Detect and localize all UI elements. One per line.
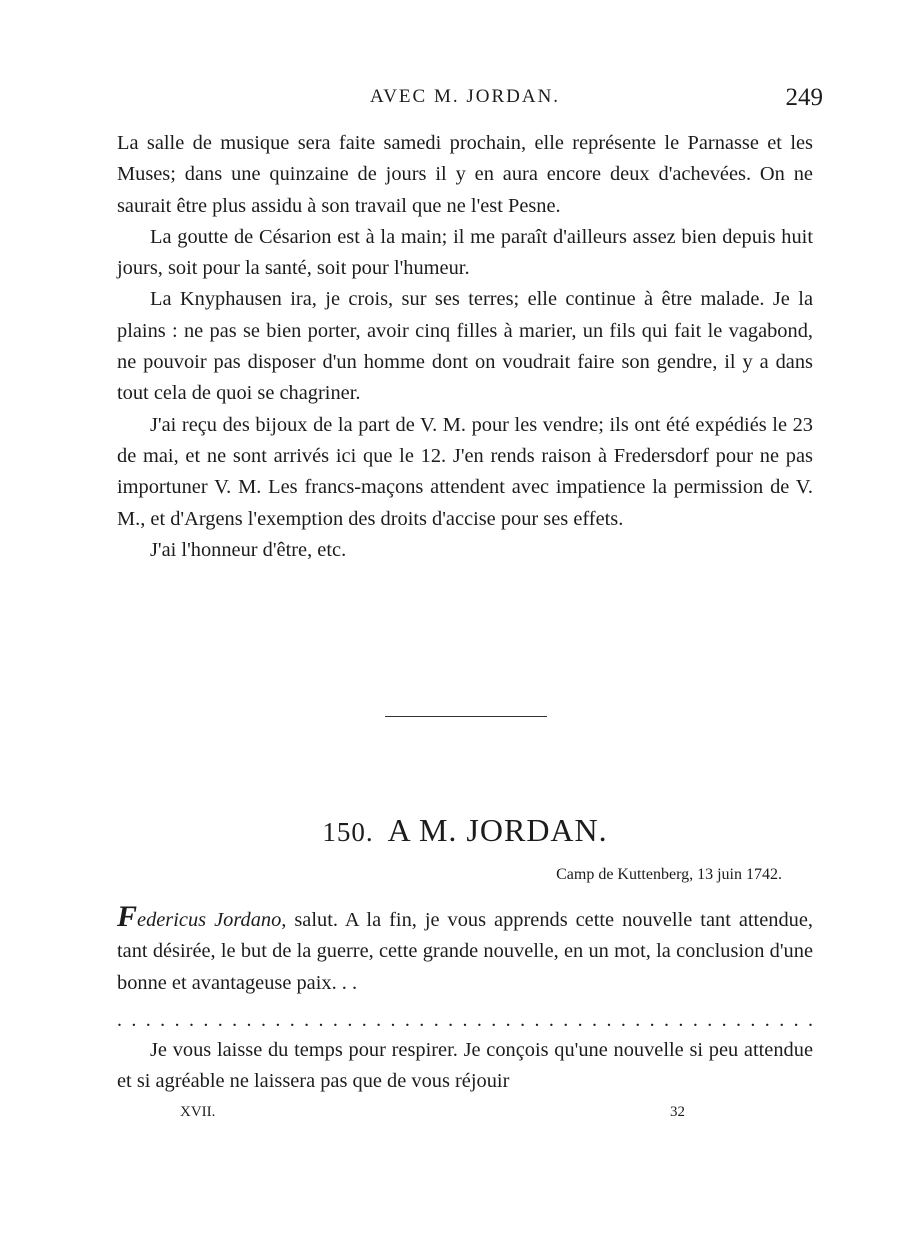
letter-opening xyxy=(117,900,814,999)
continuation-paragraph: Je vous laisse du temps pour respirer. Je conçois qu'une nouvelle si peu attendue et si agréable ne laissera pas que de vous réjouir xyxy=(117,1039,813,1093)
page-footer xyxy=(117,1104,813,1128)
salutation: edericus Jordano, xyxy=(137,909,287,931)
drop-cap: F xyxy=(117,900,138,933)
paragraph: La goutte de Césarion est à la main; il me paraît d'ailleurs assez bien depuis huit jours, soit pour la santé, soit pour l'humeur. xyxy=(117,225,813,280)
volume-signature: XVII. xyxy=(180,1104,216,1120)
previous-letter-text xyxy=(117,128,813,566)
letter-continuation xyxy=(117,1035,813,1098)
paragraph: J'ai reçu des bijoux de la part de V. M. pour les vendre; ils ont été expédiés le 23 de mai, et ne sont arrivés ici que le 12. J'en rends raison à Fredersdorf pour ne pas importuner V. M. Les francs-maçons attendent avec impatience la permission de V. M., et d'Argens l'exemption des droits d'accise pour ses effets. xyxy=(117,413,813,530)
running-title: AVEC M. JORDAN. xyxy=(369,86,561,107)
letter-dateline: Camp de Kuttenberg, 13 juin 1742. xyxy=(556,866,782,883)
paragraph: La salle de musique sera faite samedi prochain, elle représente le Parnasse et les Muses; dans une quinzaine de jours il y en aura encore deux d'achevées. On ne saurait être plus assidu à son travail que ne l'est Pesne. xyxy=(117,132,813,217)
closing-formula: J'ai l'honneur d'être, etc. xyxy=(150,538,347,561)
paragraph: La Knyphausen ira, je crois, sur ses terres; elle continue à être malade. Je la plains : ne pas se bien porter, avoir cinq filles à marier, un fils qui fait le vagabond, ne pouvoir pas disposer d'un homme dont on voudrait faire son gendre, il y a dans tout cela de quoi se chagriner. xyxy=(117,288,813,405)
sheet-signature: 32 xyxy=(670,1104,685,1120)
opening-text: salut. A la fin, je vous apprends cette nouvelle tant attendue, tant désirée, le but de la guerre, cette grande nouvelle, en un mot, la conclusion d'une bonne et avantageuse paix. . . xyxy=(117,909,814,994)
letter-title: A M. JORDAN. xyxy=(387,812,608,848)
letter-number: 150. xyxy=(322,817,374,847)
omission-dots: . . . . . . . . . . . . . . . . . . . . . . . . . . . . . . . . . . . . . . . . . . . . . . . . . xyxy=(117,1009,813,1031)
letter-heading xyxy=(117,812,813,849)
running-head xyxy=(117,84,823,116)
opening-paragraph xyxy=(117,900,814,999)
section-divider xyxy=(385,716,547,717)
page-number: 249 xyxy=(785,84,823,111)
